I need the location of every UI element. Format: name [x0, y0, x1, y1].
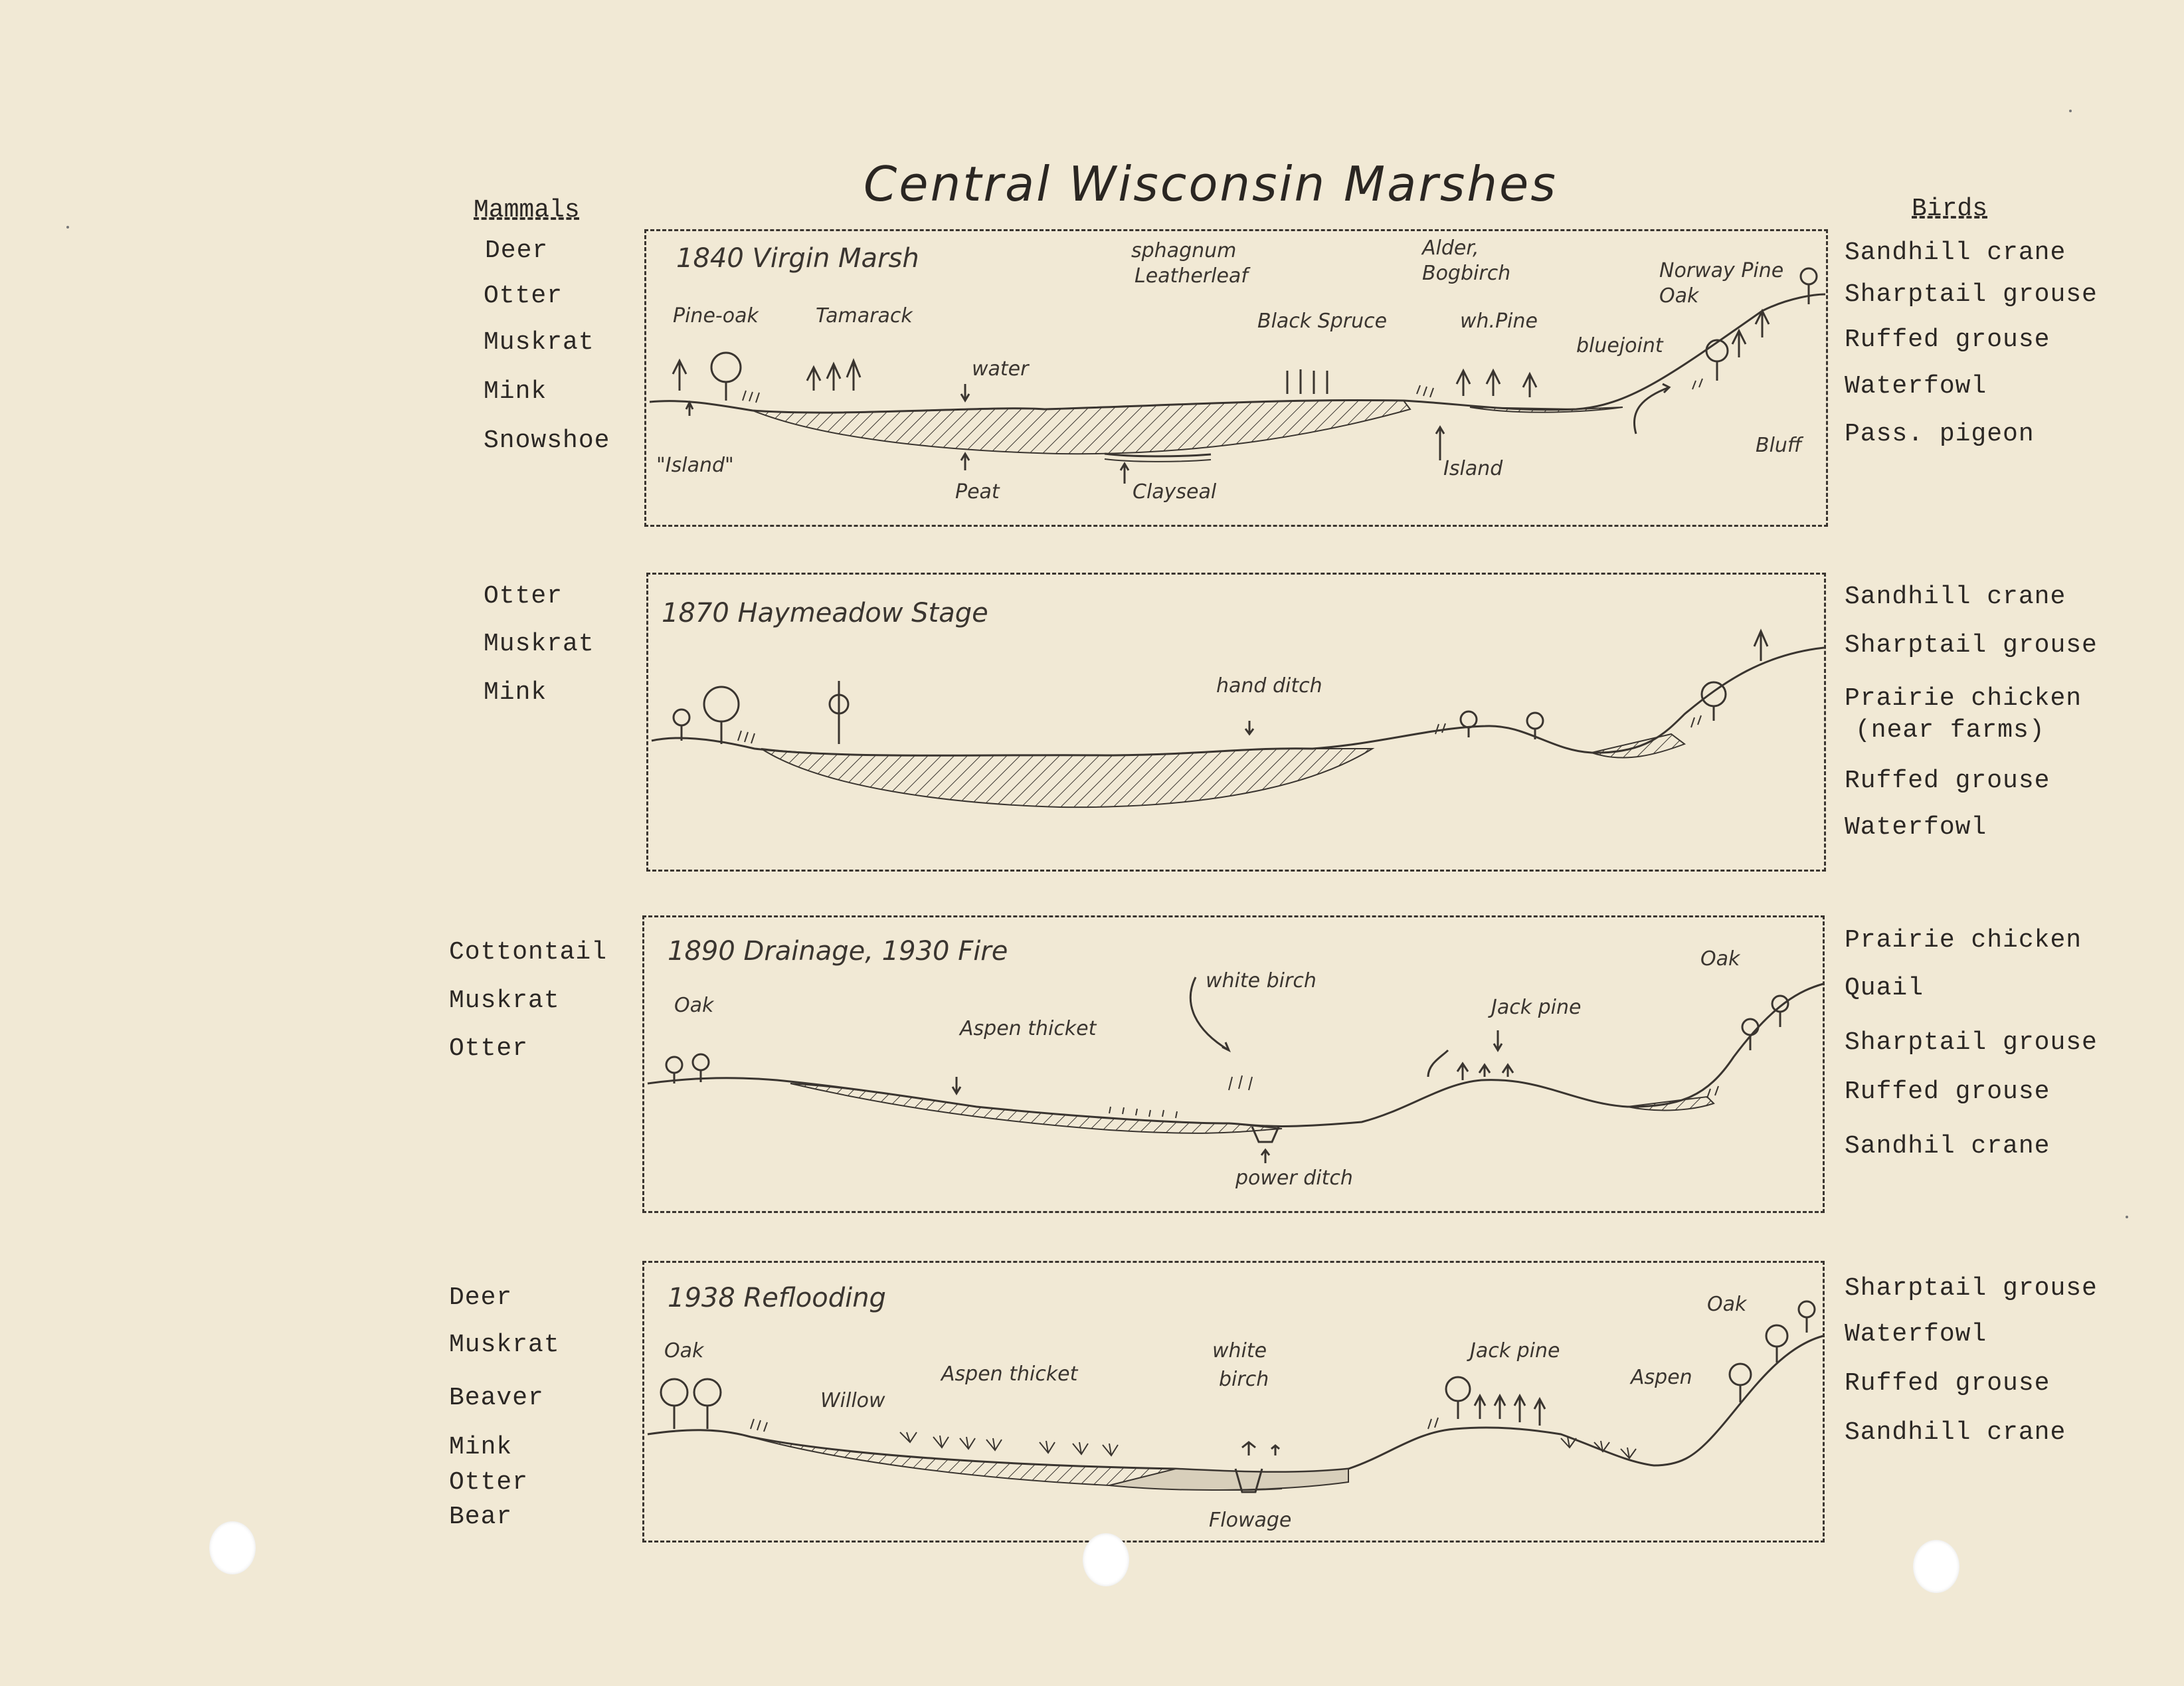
binder-hole [1083, 1533, 1129, 1586]
mammal-label: Muskrat [449, 986, 560, 1015]
paper-speck [2069, 110, 2072, 112]
bird-label: Prairie chicken [1845, 684, 2082, 713]
note-white: white [1212, 1339, 1267, 1362]
binder-hole [209, 1521, 256, 1574]
panel-label: 1870 Haymeadow Stage [662, 598, 988, 628]
bird-label: (near farms) [1855, 716, 2045, 745]
note-oak-left: Oak [664, 1339, 704, 1362]
note-island-right: Island [1443, 457, 1503, 480]
note-aspen-thicket: Aspen thicket [960, 1017, 1097, 1040]
mammal-label: Mink [484, 377, 547, 406]
note-norway-pine: Norway Pine [1659, 259, 1784, 282]
mammal-label: Muskrat [484, 328, 594, 357]
note-clayseal: Clayseal [1133, 480, 1217, 504]
mammal-label: Snowshoe [484, 426, 610, 455]
bird-label: Sandhill crane [1845, 238, 2066, 267]
note-oak: Oak [1659, 284, 1699, 308]
bird-label: Quail [1845, 974, 1924, 1002]
note-water: water [972, 357, 1029, 381]
paper-speck [2126, 1216, 2128, 1218]
bird-label: Waterfowl [1845, 813, 1987, 842]
marsh-profile-1938 [642, 1261, 1825, 1543]
note-birch: birch [1219, 1368, 1269, 1391]
marsh-profile-1870 [646, 573, 1826, 872]
mammal-label: Muskrat [449, 1331, 560, 1359]
mammal-label: Mink [449, 1433, 513, 1461]
note-sphagnum: sphagnum [1131, 239, 1237, 262]
note-bluejoint: bluejoint [1576, 334, 1663, 357]
bird-label: Waterfowl [1845, 372, 1987, 401]
note-black-spruce: Black Spruce [1257, 310, 1388, 333]
mammals-header: Mammals [474, 196, 580, 225]
bird-label: Prairie chicken [1845, 926, 2082, 955]
mammal-label: Cottontail [449, 938, 608, 967]
note-aspen-thicket: Aspen thicket [941, 1362, 1078, 1386]
panel-label: 1938 Reflooding [668, 1283, 886, 1313]
mammal-label: Beaver [449, 1384, 544, 1412]
note-bogbirch: Bogbirch [1422, 262, 1511, 285]
mammal-label: Otter [484, 582, 563, 610]
note-aspen: Aspen [1631, 1366, 1692, 1389]
mammal-label: Deer [449, 1283, 513, 1312]
note-oak-right: Oak [1700, 947, 1740, 971]
mammal-label: Otter [449, 1034, 529, 1063]
bird-label: Sharptail grouse [1845, 280, 2098, 309]
bird-label: Sandhill crane [1845, 583, 2066, 611]
bird-label: Sharptail grouse [1845, 1274, 2098, 1303]
note-alder: Alder, [1422, 236, 1479, 260]
panel-label: 1890 Drainage, 1930 Fire [668, 936, 1008, 967]
mammal-label: Mink [484, 678, 547, 707]
note-wh-pine: wh.Pine [1460, 310, 1538, 333]
bird-label: Sharptail grouse [1845, 1028, 2098, 1057]
page-title: Central Wisconsin Marshes [864, 156, 1558, 212]
note-pine-oak: Pine-oak [673, 304, 759, 328]
note-jack-pine: Jack pine [1491, 996, 1582, 1019]
bird-label: Ruffed grouse [1845, 326, 2050, 354]
bird-label: Pass. pigeon [1845, 420, 2035, 448]
note-bluff: Bluff [1756, 434, 1802, 457]
note-hand-ditch: hand ditch [1216, 674, 1322, 698]
bird-label: Sandhill crane [1845, 1418, 2066, 1447]
note-oak-left: Oak [674, 994, 714, 1017]
note-island-left: "Island" [656, 454, 734, 477]
mammal-label: Muskrat [484, 630, 594, 658]
bird-label: Sharptail grouse [1845, 631, 2098, 660]
note-tamarack: Tamarack [816, 304, 913, 328]
note-flowage: Flowage [1209, 1509, 1292, 1532]
marsh-profile-1840 [644, 229, 1828, 527]
bird-label: Waterfowl [1845, 1320, 1987, 1349]
note-oak-right: Oak [1707, 1293, 1747, 1316]
mammal-label: Deer [485, 236, 549, 265]
marsh-profile-1890 [642, 915, 1825, 1213]
note-peat: Peat [955, 480, 1000, 504]
note-power-ditch: power ditch [1235, 1167, 1353, 1190]
bird-label: Sandhil crane [1845, 1132, 2050, 1161]
bird-label: Ruffed grouse [1845, 1369, 2050, 1398]
note-willow: Willow [820, 1389, 885, 1412]
bird-label: Ruffed grouse [1845, 1077, 2050, 1106]
birds-header: Birds [1912, 195, 1988, 223]
bird-label: Ruffed grouse [1845, 767, 2050, 795]
note-leatherleaf: Leatherleaf [1135, 264, 1248, 288]
note-white-birch: white birch [1206, 969, 1317, 992]
paper-speck [66, 226, 69, 229]
mammal-label: Otter [449, 1468, 529, 1497]
mammal-label: Bear [449, 1503, 513, 1531]
binder-hole [1913, 1540, 1959, 1593]
mammal-label: Otter [484, 282, 563, 310]
note-jack-pine: Jack pine [1470, 1339, 1560, 1362]
panel-label: 1840 Virgin Marsh [676, 243, 919, 274]
